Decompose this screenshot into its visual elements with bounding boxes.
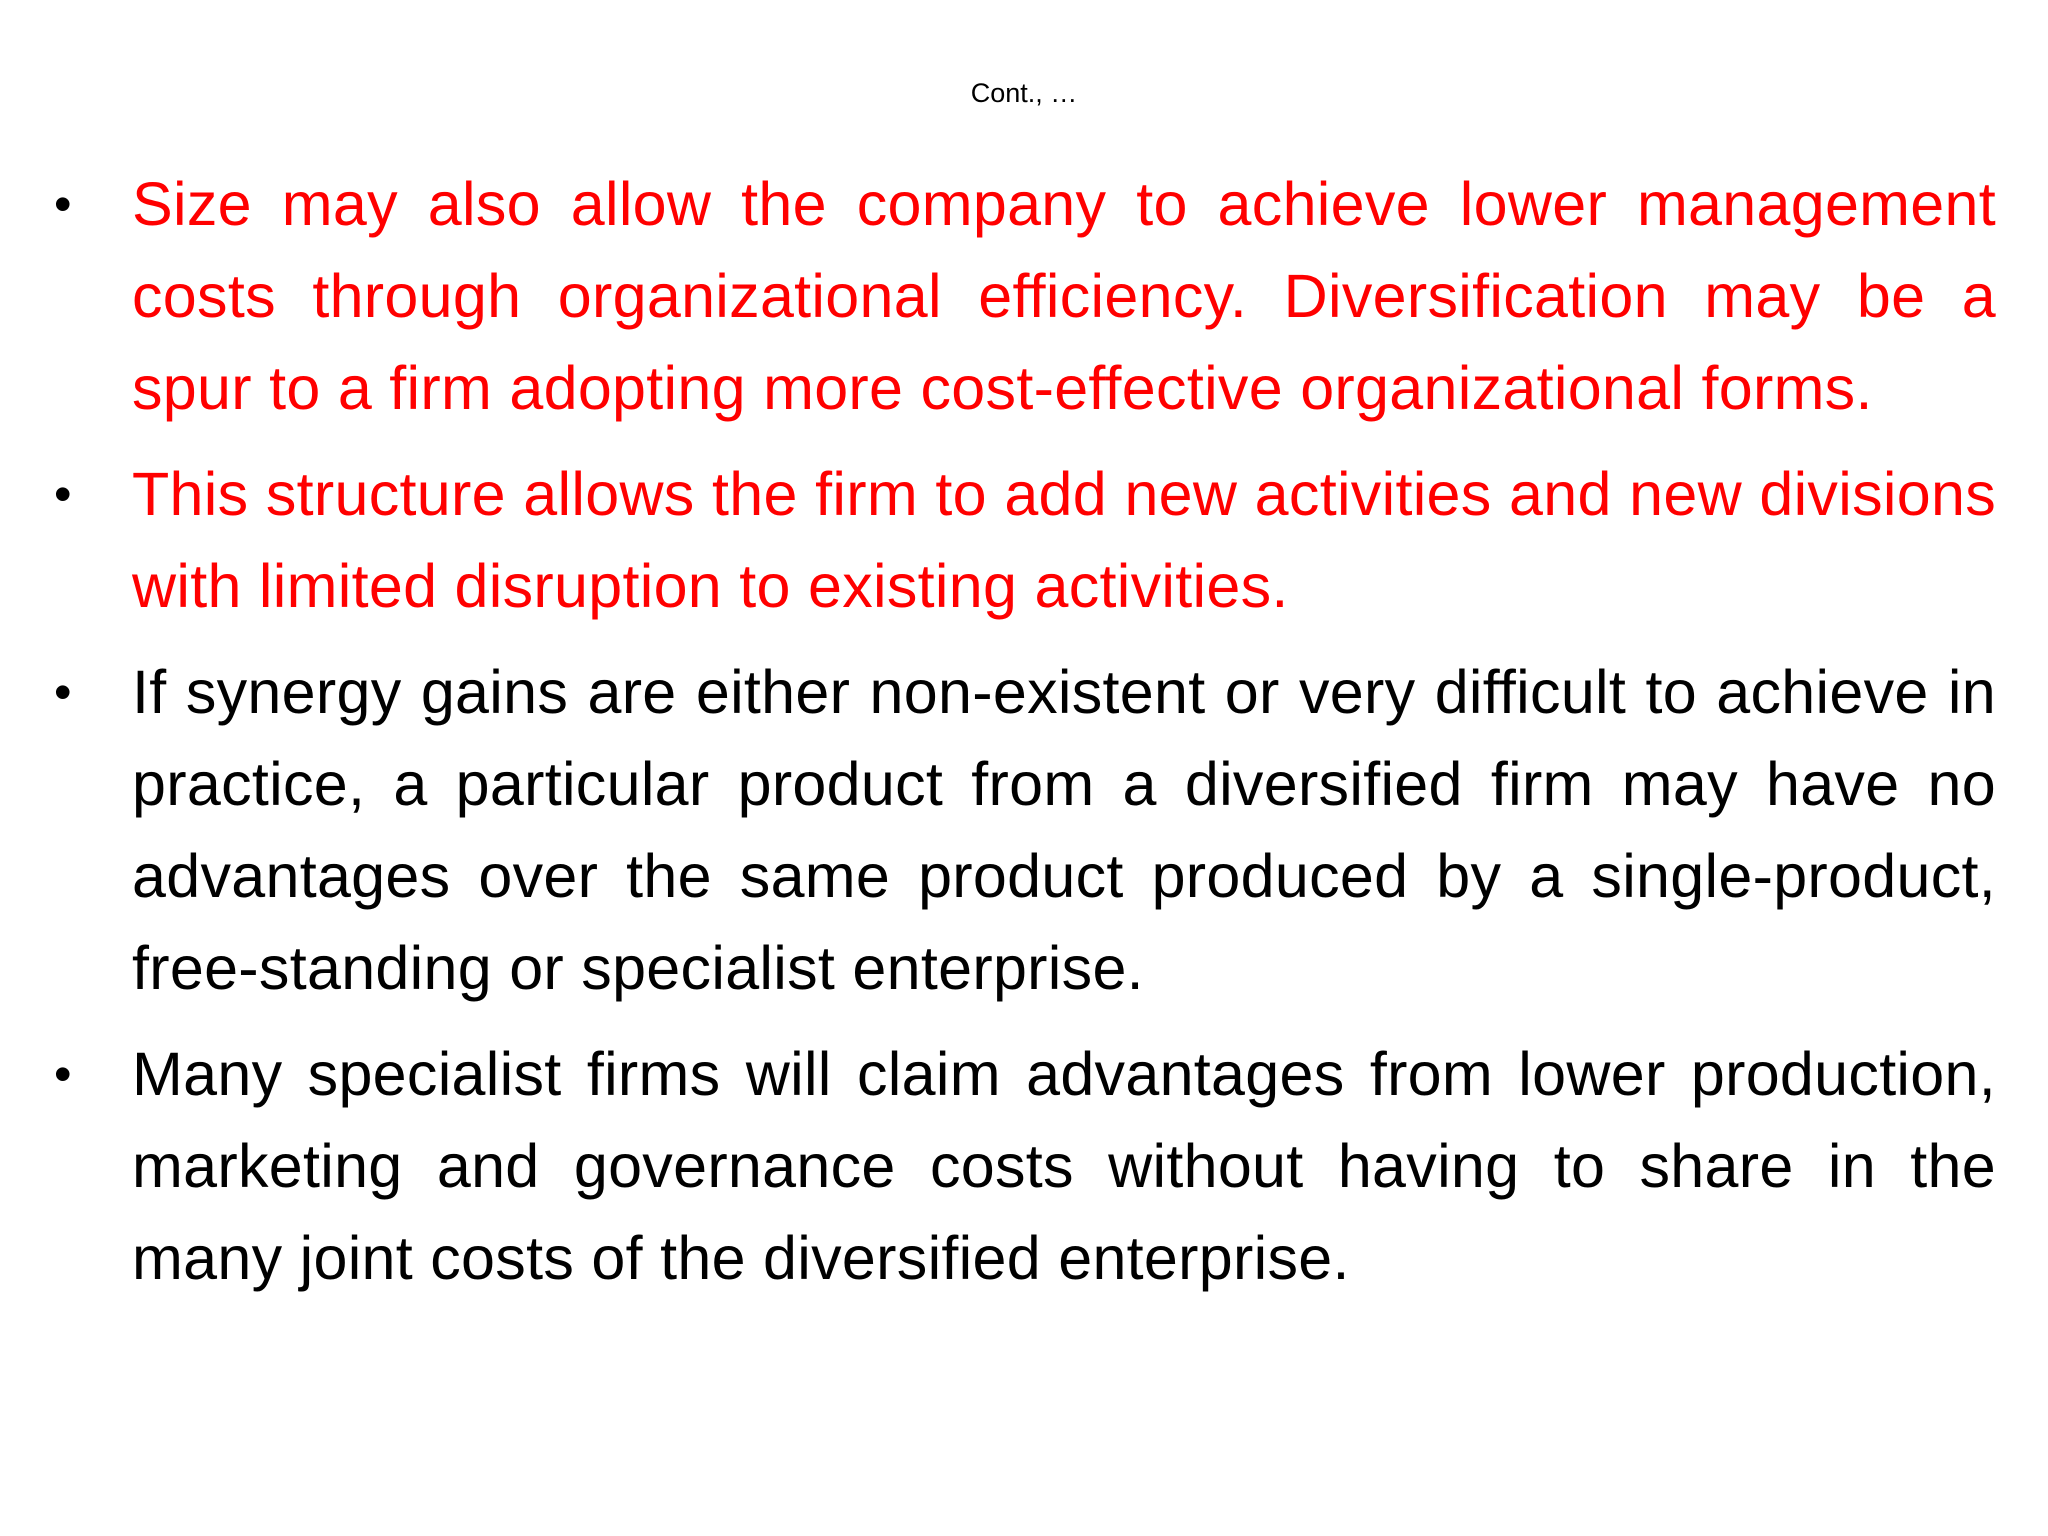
bullet-text: Many specialist firms will claim advantages from lower production, marketing and governance costs without having to share in the many joint costs of the diversified enterprise. [132, 1040, 1996, 1292]
bullet-point-icon: • [54, 466, 72, 522]
bullet-item-structure [54, 448, 1996, 632]
bullet-item-size-efficiency [54, 158, 1996, 434]
bullet-text: If synergy gains are either non-existent or very difficult to achieve in practice, a particular product from a diversified firm may have no advantages over the same product produced by a single-product, free-standing or specialist enterprise. [132, 658, 1996, 1002]
bullet-point-icon: • [54, 1046, 72, 1102]
bullet-text: This structure allows the firm to add new activities and new divisions with limited disruption to existing activities. [132, 460, 1996, 620]
bullet-text: Size may also allow the company to achieve lower management costs through organizational efficiency. Diversification may be a spur to a firm adopting more cost-effective organizational forms. [132, 170, 1996, 422]
bullet-list [0, 158, 2048, 1318]
bullet-point-icon: • [54, 176, 72, 232]
bullet-item-synergy [54, 646, 1996, 1014]
bullet-item-specialist-firms [54, 1028, 1996, 1304]
slide-title: Cont., … [970, 78, 1078, 108]
bullet-point-icon: • [54, 664, 72, 720]
